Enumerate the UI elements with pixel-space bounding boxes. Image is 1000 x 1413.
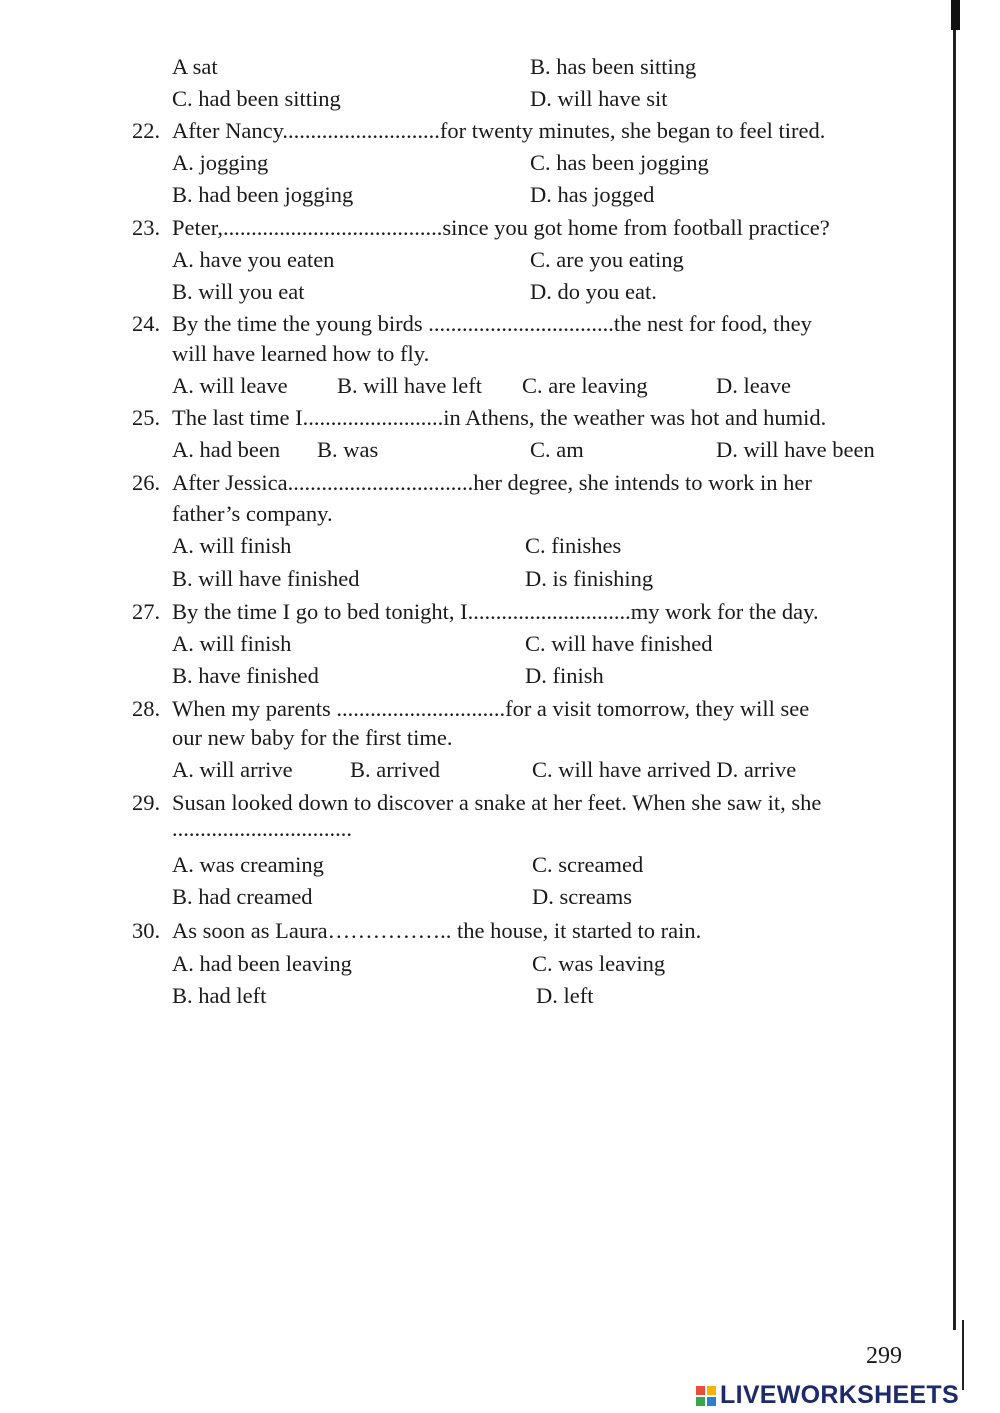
option-text: C. will have finished [525,631,713,656]
option-text: C. had been sitting [172,86,341,111]
option-text: D. will have been [716,437,875,462]
option-text: C. will have arrived D. arrive [532,757,797,782]
answer-blank: ................................ [172,816,352,841]
option-text: B. will have finished [172,566,360,591]
option-text: B. had been jogging [172,182,354,207]
option-text: A. had been [172,437,281,462]
option-text: B. was [317,437,379,462]
question-stem-continued: father’s company. [172,501,333,526]
question-stem-continued: will have learned how to fly. [172,341,430,366]
question-stem-continued: our new baby for the first time. [172,725,453,750]
option-text: C. has been jogging [530,150,709,175]
option-text: D. finish [525,663,604,688]
option-text: B. arrived [350,757,440,782]
option-text: D. do you eat. [530,279,657,304]
option-text: B. have finished [172,663,319,688]
option-text: D. left [536,983,594,1008]
liveworksheets-watermark [696,1381,959,1410]
question-number: 28. [132,696,161,721]
option-text: D. leave [716,373,791,398]
question-stem: Peter,.......................................since you got home from football practice? [172,215,830,240]
option-text: B. will you eat [172,279,305,304]
question-23 [132,217,830,240]
question-number: 24. [132,311,161,336]
page-number: 299 [866,1343,902,1369]
question-22 [132,120,825,143]
question-stem: The last time I.........................in Athens, the weather was hot and humid. [172,405,827,430]
option-text: A. was creaming [172,852,324,877]
option-text: B. had left [172,983,267,1008]
option-text: C. are leaving [522,373,648,398]
option-text: A. jogging [172,150,269,175]
option-text: A. have you eaten [172,247,335,272]
question-number: 22. [132,118,161,143]
option-text: C. are you eating [530,247,684,272]
question-24 [132,313,812,336]
question-stem: After Jessica.................................her degree, she intends to work in her [172,470,812,495]
option-text: A sat [172,54,218,79]
option-text: A. will finish [172,631,292,656]
question-number: 26. [132,470,161,495]
question-stem: By the time I go to bed tonight, I.............................my work for the day. [172,599,819,624]
option-text: B. had creamed [172,884,313,909]
question-stem: When my parents ..............................for a visit tomorrow, they will see [172,696,810,721]
option-text: B. will have left [337,373,482,398]
question-28 [132,698,809,721]
option-text: D. has jogged [530,182,655,207]
question-30 [132,920,701,943]
question-number: 25. [132,405,161,430]
question-26 [132,472,812,495]
option-text: D. will have sit [530,86,668,111]
question-number: 30. [132,918,161,943]
option-text: A. will arrive [172,757,293,782]
option-text: A. had been leaving [172,951,352,976]
option-text: C. am [530,437,584,462]
question-25 [132,407,826,430]
option-text: B. has been sitting [530,54,697,79]
option-text: D. is finishing [525,566,654,591]
question-stem: After Nancy............................for twenty minutes, she began to feel tired. [172,118,826,143]
page-edge-line-lower [962,1320,964,1390]
page-edge-mark [951,0,960,30]
option-text: C. was leaving [532,951,666,976]
question-number: 29. [132,790,161,815]
question-27 [132,601,819,624]
question-stem: As soon as Laura…………….. the house, it started to rain. [172,918,702,943]
watermark-text: LIVEWORKSHEETS [720,1381,959,1409]
liveworksheets-logo-icon [696,1386,716,1406]
question-stem: Susan looked down to discover a snake at her feet. When she saw it, she [172,790,822,815]
option-text: A. will finish [172,533,292,558]
page-edge-line [953,30,956,1330]
option-text: C. finishes [525,533,622,558]
question-stem: By the time the young birds .................................the nest for food, they [172,311,812,336]
option-text: C. screamed [532,852,644,877]
question-29 [132,792,821,815]
question-number: 27. [132,599,161,624]
question-number: 23. [132,215,161,240]
option-text: A. will leave [172,373,288,398]
option-text: D. screams [532,884,632,909]
